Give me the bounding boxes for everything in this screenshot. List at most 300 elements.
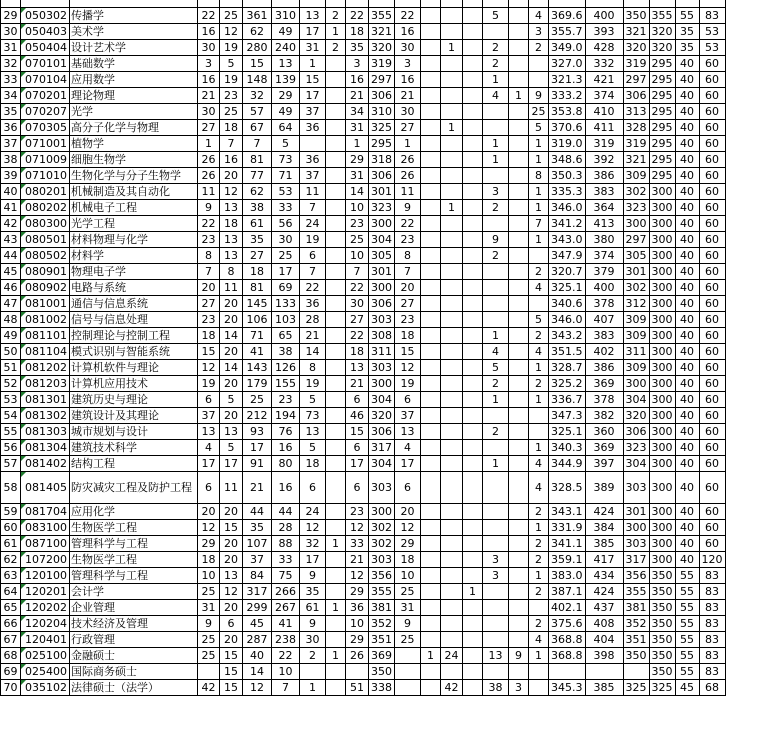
data-cell[interactable]: 62 bbox=[243, 184, 272, 200]
data-cell[interactable]: 83 bbox=[699, 664, 725, 680]
data-cell[interactable]: 20 bbox=[220, 632, 243, 648]
data-cell[interactable]: 313 bbox=[623, 104, 649, 120]
data-cell[interactable]: 300 bbox=[369, 504, 395, 520]
data-cell[interactable]: 2 bbox=[483, 376, 509, 392]
data-cell[interactable]: 6 bbox=[300, 248, 326, 264]
data-cell[interactable] bbox=[509, 232, 529, 248]
data-cell[interactable] bbox=[326, 616, 346, 632]
data-cell[interactable]: 15 bbox=[243, 56, 272, 72]
data-cell[interactable] bbox=[463, 104, 483, 120]
data-cell[interactable] bbox=[441, 280, 463, 296]
data-cell[interactable]: 340.3 bbox=[549, 440, 586, 456]
data-cell[interactable]: 361 bbox=[243, 8, 272, 24]
data-cell[interactable]: 295 bbox=[649, 168, 675, 184]
data-cell[interactable]: 3 bbox=[529, 24, 549, 40]
data-cell[interactable]: 36 bbox=[300, 152, 326, 168]
data-cell[interactable]: 26 bbox=[198, 168, 220, 184]
data-cell[interactable]: 21 bbox=[346, 88, 369, 104]
data-cell[interactable]: 18 bbox=[395, 552, 421, 568]
major-code-cell[interactable]: 081304 bbox=[21, 440, 70, 456]
data-cell[interactable] bbox=[421, 680, 441, 696]
data-cell[interactable]: 1 bbox=[395, 136, 421, 152]
data-cell[interactable]: 2 bbox=[529, 536, 549, 552]
data-cell[interactable]: 297 bbox=[623, 232, 649, 248]
data-cell[interactable]: 44 bbox=[243, 504, 272, 520]
data-cell[interactable]: 60 bbox=[699, 72, 725, 88]
data-cell[interactable]: 19 bbox=[395, 376, 421, 392]
major-code-cell[interactable]: 080202 bbox=[21, 200, 70, 216]
data-cell[interactable]: 11 bbox=[220, 280, 243, 296]
data-cell[interactable] bbox=[509, 472, 529, 504]
data-cell[interactable]: 1 bbox=[529, 136, 549, 152]
data-cell[interactable]: 20 bbox=[220, 552, 243, 568]
data-cell[interactable] bbox=[585, 664, 623, 680]
data-cell[interactable] bbox=[529, 664, 549, 680]
data-cell[interactable] bbox=[483, 104, 509, 120]
data-cell[interactable]: 13 bbox=[272, 56, 300, 72]
data-cell[interactable]: 26 bbox=[346, 648, 369, 664]
data-cell[interactable]: 40 bbox=[675, 152, 699, 168]
data-cell[interactable]: 16 bbox=[272, 440, 300, 456]
data-cell[interactable]: 27 bbox=[346, 312, 369, 328]
data-cell[interactable]: 23 bbox=[395, 232, 421, 248]
major-name-cell[interactable]: 金融硕士 bbox=[70, 648, 198, 664]
data-cell[interactable] bbox=[441, 216, 463, 232]
data-cell[interactable] bbox=[421, 184, 441, 200]
data-cell[interactable]: 321 bbox=[623, 24, 649, 40]
data-cell[interactable]: 13 bbox=[220, 200, 243, 216]
data-cell[interactable]: 60 bbox=[699, 504, 725, 520]
data-cell[interactable]: 302 bbox=[623, 184, 649, 200]
data-cell[interactable] bbox=[463, 344, 483, 360]
data-cell[interactable]: 5 bbox=[483, 8, 509, 24]
data-cell[interactable]: 1 bbox=[509, 88, 529, 104]
data-cell[interactable]: 321 bbox=[369, 24, 395, 40]
data-cell[interactable]: 300 bbox=[649, 264, 675, 280]
data-cell[interactable] bbox=[421, 344, 441, 360]
data-cell[interactable]: 2 bbox=[483, 200, 509, 216]
data-cell[interactable]: 14 bbox=[346, 184, 369, 200]
data-cell[interactable] bbox=[441, 328, 463, 344]
data-cell[interactable]: 25 bbox=[198, 584, 220, 600]
data-cell[interactable]: 6 bbox=[300, 472, 326, 504]
data-cell[interactable] bbox=[509, 552, 529, 568]
data-cell[interactable] bbox=[326, 280, 346, 296]
row-number-cell[interactable]: 56 bbox=[1, 440, 21, 456]
data-cell[interactable]: 1 bbox=[529, 360, 549, 376]
major-name-cell[interactable]: 应用数学 bbox=[70, 72, 198, 88]
data-cell[interactable] bbox=[529, 424, 549, 440]
major-name-cell[interactable]: 通信与信息系统 bbox=[70, 296, 198, 312]
data-cell[interactable]: 60 bbox=[699, 280, 725, 296]
row-number-cell[interactable]: 52 bbox=[1, 376, 21, 392]
data-cell[interactable] bbox=[509, 184, 529, 200]
data-cell[interactable]: 309 bbox=[623, 360, 649, 376]
data-cell[interactable]: 17 bbox=[220, 456, 243, 472]
data-cell[interactable]: 300 bbox=[649, 248, 675, 264]
data-cell[interactable] bbox=[441, 264, 463, 280]
data-cell[interactable] bbox=[421, 360, 441, 376]
data-cell[interactable] bbox=[483, 472, 509, 504]
data-cell[interactable] bbox=[529, 248, 549, 264]
data-cell[interactable] bbox=[529, 296, 549, 312]
data-cell[interactable]: 1 bbox=[529, 184, 549, 200]
major-code-cell[interactable]: 070104 bbox=[21, 72, 70, 88]
data-cell[interactable]: 65 bbox=[272, 328, 300, 344]
data-cell[interactable] bbox=[509, 344, 529, 360]
data-cell[interactable]: 381 bbox=[623, 600, 649, 616]
data-cell[interactable] bbox=[483, 584, 509, 600]
data-cell[interactable]: 325 bbox=[649, 680, 675, 696]
major-name-cell[interactable]: 细胞生物学 bbox=[70, 152, 198, 168]
data-cell[interactable]: 88 bbox=[272, 536, 300, 552]
row-number-cell[interactable]: 60 bbox=[1, 520, 21, 536]
data-cell[interactable]: 60 bbox=[699, 200, 725, 216]
data-cell[interactable] bbox=[326, 504, 346, 520]
major-code-cell[interactable]: 071009 bbox=[21, 152, 70, 168]
data-cell[interactable] bbox=[441, 472, 463, 504]
data-cell[interactable] bbox=[326, 264, 346, 280]
data-cell[interactable]: 4 bbox=[395, 440, 421, 456]
data-cell[interactable]: 304 bbox=[623, 392, 649, 408]
data-cell[interactable]: 1 bbox=[483, 72, 509, 88]
data-cell[interactable]: 60 bbox=[699, 248, 725, 264]
data-cell[interactable]: 22 bbox=[346, 8, 369, 24]
data-cell[interactable]: 40 bbox=[675, 424, 699, 440]
row-number-cell[interactable]: 36 bbox=[1, 120, 21, 136]
row-number-cell[interactable]: 41 bbox=[1, 200, 21, 216]
data-cell[interactable]: 302 bbox=[369, 536, 395, 552]
data-cell[interactable] bbox=[483, 600, 509, 616]
data-cell[interactable] bbox=[326, 216, 346, 232]
data-cell[interactable] bbox=[463, 424, 483, 440]
data-cell[interactable] bbox=[483, 312, 509, 328]
row-number-cell[interactable]: 31 bbox=[1, 40, 21, 56]
data-cell[interactable]: 6 bbox=[220, 616, 243, 632]
data-cell[interactable] bbox=[509, 312, 529, 328]
data-cell[interactable] bbox=[463, 376, 483, 392]
data-cell[interactable] bbox=[326, 328, 346, 344]
data-cell[interactable]: 1 bbox=[529, 152, 549, 168]
data-cell[interactable]: 343.0 bbox=[549, 232, 586, 248]
major-name-cell[interactable]: 光学工程 bbox=[70, 216, 198, 232]
data-cell[interactable]: 30 bbox=[395, 40, 421, 56]
data-cell[interactable]: 40 bbox=[675, 376, 699, 392]
data-cell[interactable]: 374 bbox=[585, 88, 623, 104]
data-cell[interactable]: 21 bbox=[198, 88, 220, 104]
data-cell[interactable]: 60 bbox=[699, 536, 725, 552]
data-cell[interactable] bbox=[463, 328, 483, 344]
data-cell[interactable]: 16 bbox=[220, 152, 243, 168]
data-cell[interactable]: 2 bbox=[529, 584, 549, 600]
data-cell[interactable] bbox=[421, 232, 441, 248]
data-cell[interactable] bbox=[529, 680, 549, 696]
data-cell[interactable]: 15 bbox=[346, 424, 369, 440]
data-cell[interactable]: 45 bbox=[243, 616, 272, 632]
data-cell[interactable] bbox=[421, 392, 441, 408]
data-cell[interactable]: 301 bbox=[369, 264, 395, 280]
data-cell[interactable]: 60 bbox=[699, 520, 725, 536]
data-cell[interactable]: 20 bbox=[220, 344, 243, 360]
data-cell[interactable] bbox=[483, 616, 509, 632]
data-cell[interactable]: 60 bbox=[699, 328, 725, 344]
data-cell[interactable]: 15 bbox=[220, 664, 243, 680]
data-cell[interactable]: 27 bbox=[395, 120, 421, 136]
data-cell[interactable]: 14 bbox=[243, 664, 272, 680]
data-cell[interactable]: 295 bbox=[649, 136, 675, 152]
data-cell[interactable]: 107 bbox=[243, 536, 272, 552]
data-cell[interactable]: 22 bbox=[395, 8, 421, 24]
row-number-cell[interactable]: 45 bbox=[1, 264, 21, 280]
data-cell[interactable]: 14 bbox=[220, 360, 243, 376]
data-cell[interactable]: 1 bbox=[300, 680, 326, 696]
data-cell[interactable] bbox=[369, 0, 395, 8]
major-code-cell[interactable]: 120202 bbox=[21, 600, 70, 616]
major-code-cell[interactable]: 081302 bbox=[21, 408, 70, 424]
data-cell[interactable]: 1 bbox=[326, 648, 346, 664]
data-cell[interactable]: 303 bbox=[369, 312, 395, 328]
data-cell[interactable]: 295 bbox=[649, 56, 675, 72]
data-cell[interactable]: 7 bbox=[198, 264, 220, 280]
data-cell[interactable]: 60 bbox=[699, 392, 725, 408]
data-cell[interactable]: 295 bbox=[649, 152, 675, 168]
major-name-cell[interactable]: 建筑技术科学 bbox=[70, 440, 198, 456]
data-cell[interactable]: 34 bbox=[346, 104, 369, 120]
data-cell[interactable]: 346.0 bbox=[549, 312, 586, 328]
data-cell[interactable]: 55 bbox=[675, 584, 699, 600]
data-cell[interactable]: 61 bbox=[300, 600, 326, 616]
major-name-cell[interactable]: 材料学 bbox=[70, 248, 198, 264]
data-cell[interactable]: 37 bbox=[300, 104, 326, 120]
data-cell[interactable]: 11 bbox=[220, 472, 243, 504]
data-cell[interactable]: 1 bbox=[441, 120, 463, 136]
data-cell[interactable] bbox=[441, 616, 463, 632]
data-cell[interactable]: 19 bbox=[220, 40, 243, 56]
data-cell[interactable]: 353.8 bbox=[549, 104, 586, 120]
data-cell[interactable]: 13 bbox=[300, 424, 326, 440]
data-cell[interactable] bbox=[509, 376, 529, 392]
data-cell[interactable]: 341.2 bbox=[549, 216, 586, 232]
data-cell[interactable] bbox=[483, 296, 509, 312]
data-cell[interactable]: 5 bbox=[529, 120, 549, 136]
data-cell[interactable] bbox=[421, 552, 441, 568]
row-number-cell[interactable]: 46 bbox=[1, 280, 21, 296]
data-cell[interactable] bbox=[421, 328, 441, 344]
data-cell[interactable] bbox=[441, 376, 463, 392]
data-cell[interactable]: 17 bbox=[198, 456, 220, 472]
data-cell[interactable]: 300 bbox=[649, 184, 675, 200]
data-cell[interactable]: 360 bbox=[585, 424, 623, 440]
data-cell[interactable]: 300 bbox=[649, 216, 675, 232]
data-cell[interactable]: 2 bbox=[529, 616, 549, 632]
data-cell[interactable]: 145 bbox=[243, 296, 272, 312]
data-cell[interactable] bbox=[463, 456, 483, 472]
data-cell[interactable]: 341.1 bbox=[549, 536, 586, 552]
data-cell[interactable] bbox=[441, 72, 463, 88]
row-number-cell[interactable]: 55 bbox=[1, 424, 21, 440]
data-cell[interactable]: 25 bbox=[220, 8, 243, 24]
data-cell[interactable] bbox=[623, 664, 649, 680]
data-cell[interactable]: 397 bbox=[585, 456, 623, 472]
data-cell[interactable] bbox=[509, 280, 529, 296]
major-name-cell[interactable]: 会计学 bbox=[70, 584, 198, 600]
data-cell[interactable]: 319 bbox=[623, 136, 649, 152]
data-cell[interactable] bbox=[509, 456, 529, 472]
data-cell[interactable]: 7 bbox=[346, 264, 369, 280]
data-cell[interactable]: 1 bbox=[483, 392, 509, 408]
data-cell[interactable]: 21 bbox=[346, 552, 369, 568]
data-cell[interactable]: 60 bbox=[699, 440, 725, 456]
data-cell[interactable]: 84 bbox=[243, 568, 272, 584]
major-name-cell[interactable]: 机械制造及其自动化 bbox=[70, 184, 198, 200]
data-cell[interactable] bbox=[509, 600, 529, 616]
data-cell[interactable] bbox=[463, 56, 483, 72]
data-cell[interactable] bbox=[326, 424, 346, 440]
data-cell[interactable] bbox=[326, 568, 346, 584]
data-cell[interactable]: 21 bbox=[346, 376, 369, 392]
data-cell[interactable]: 6 bbox=[346, 392, 369, 408]
data-cell[interactable]: 60 bbox=[699, 152, 725, 168]
data-cell[interactable]: 9 bbox=[395, 616, 421, 632]
data-cell[interactable]: 400 bbox=[585, 8, 623, 24]
data-cell[interactable]: 351.5 bbox=[549, 344, 586, 360]
data-cell[interactable]: 407 bbox=[585, 312, 623, 328]
data-cell[interactable] bbox=[509, 616, 529, 632]
data-cell[interactable] bbox=[441, 88, 463, 104]
data-cell[interactable]: 26 bbox=[198, 152, 220, 168]
major-name-cell[interactable]: 信号与信息处理 bbox=[70, 312, 198, 328]
data-cell[interactable] bbox=[509, 0, 529, 8]
data-cell[interactable]: 2 bbox=[529, 504, 549, 520]
data-cell[interactable]: 29 bbox=[346, 584, 369, 600]
data-cell[interactable]: 30 bbox=[272, 232, 300, 248]
data-cell[interactable]: 25 bbox=[346, 232, 369, 248]
data-cell[interactable]: 4 bbox=[198, 440, 220, 456]
data-cell[interactable]: 2 bbox=[529, 264, 549, 280]
data-cell[interactable]: 45 bbox=[675, 680, 699, 696]
data-cell[interactable]: 2 bbox=[326, 8, 346, 24]
data-cell[interactable]: 20 bbox=[220, 408, 243, 424]
data-cell[interactable]: 120 bbox=[699, 552, 725, 568]
data-cell[interactable]: 7 bbox=[243, 136, 272, 152]
data-cell[interactable] bbox=[421, 152, 441, 168]
data-cell[interactable]: 17 bbox=[243, 440, 272, 456]
data-cell[interactable]: 12 bbox=[395, 360, 421, 376]
data-cell[interactable]: 5 bbox=[272, 136, 300, 152]
data-cell[interactable]: 347.3 bbox=[549, 408, 586, 424]
data-cell[interactable]: 15 bbox=[220, 680, 243, 696]
data-cell[interactable] bbox=[421, 472, 441, 504]
data-cell[interactable]: 37 bbox=[300, 168, 326, 184]
data-cell[interactable]: 386 bbox=[585, 168, 623, 184]
major-name-cell[interactable]: 传播学 bbox=[70, 8, 198, 24]
data-cell[interactable]: 408 bbox=[585, 616, 623, 632]
data-cell[interactable]: 1 bbox=[300, 56, 326, 72]
data-cell[interactable] bbox=[441, 184, 463, 200]
data-cell[interactable] bbox=[463, 136, 483, 152]
data-cell[interactable] bbox=[326, 664, 346, 680]
data-cell[interactable] bbox=[326, 296, 346, 312]
data-cell[interactable]: 40 bbox=[675, 280, 699, 296]
data-cell[interactable]: 375.6 bbox=[549, 616, 586, 632]
data-cell[interactable]: 3 bbox=[483, 552, 509, 568]
data-cell[interactable]: 81 bbox=[243, 152, 272, 168]
data-cell[interactable]: 369 bbox=[585, 376, 623, 392]
data-cell[interactable]: 126 bbox=[272, 360, 300, 376]
data-cell[interactable]: 22 bbox=[300, 280, 326, 296]
major-code-cell[interactable]: 080902 bbox=[21, 280, 70, 296]
data-cell[interactable] bbox=[326, 120, 346, 136]
data-cell[interactable]: 40 bbox=[675, 296, 699, 312]
row-number-cell[interactable]: 35 bbox=[1, 104, 21, 120]
data-cell[interactable]: 5 bbox=[529, 312, 549, 328]
data-cell[interactable]: 60 bbox=[699, 408, 725, 424]
data-cell[interactable] bbox=[441, 536, 463, 552]
data-cell[interactable]: 17 bbox=[346, 456, 369, 472]
data-cell[interactable]: 332 bbox=[585, 56, 623, 72]
data-cell[interactable]: 346.0 bbox=[549, 200, 586, 216]
data-cell[interactable]: 320 bbox=[649, 24, 675, 40]
data-cell[interactable]: 304 bbox=[369, 392, 395, 408]
major-code-cell[interactable]: 080201 bbox=[21, 184, 70, 200]
row-number-cell[interactable]: 44 bbox=[1, 248, 21, 264]
data-cell[interactable]: 40 bbox=[675, 56, 699, 72]
major-code-cell[interactable]: 120201 bbox=[21, 584, 70, 600]
data-cell[interactable] bbox=[529, 0, 549, 8]
data-cell[interactable]: 30 bbox=[346, 296, 369, 312]
data-cell[interactable]: 2 bbox=[483, 56, 509, 72]
data-cell[interactable]: 350.3 bbox=[549, 168, 586, 184]
data-cell[interactable] bbox=[441, 664, 463, 680]
data-cell[interactable]: 320 bbox=[623, 40, 649, 56]
data-cell[interactable]: 6 bbox=[395, 472, 421, 504]
major-code-cell[interactable]: 081402 bbox=[21, 456, 70, 472]
data-cell[interactable]: 38 bbox=[483, 680, 509, 696]
data-cell[interactable] bbox=[585, 0, 623, 8]
data-cell[interactable] bbox=[509, 248, 529, 264]
data-cell[interactable]: 369 bbox=[369, 648, 395, 664]
data-cell[interactable] bbox=[509, 392, 529, 408]
data-cell[interactable] bbox=[326, 408, 346, 424]
major-name-cell[interactable]: 植物学 bbox=[70, 136, 198, 152]
data-cell[interactable]: 7 bbox=[300, 200, 326, 216]
data-cell[interactable]: 60 bbox=[699, 136, 725, 152]
data-cell[interactable]: 27 bbox=[198, 296, 220, 312]
data-cell[interactable]: 303 bbox=[623, 536, 649, 552]
data-cell[interactable]: 306 bbox=[369, 424, 395, 440]
data-cell[interactable] bbox=[198, 664, 220, 680]
data-cell[interactable]: 350 bbox=[649, 584, 675, 600]
data-cell[interactable]: 2 bbox=[529, 552, 549, 568]
data-cell[interactable] bbox=[509, 8, 529, 24]
data-cell[interactable]: 325 bbox=[623, 680, 649, 696]
data-cell[interactable]: 19 bbox=[220, 72, 243, 88]
data-cell[interactable] bbox=[441, 424, 463, 440]
data-cell[interactable] bbox=[441, 248, 463, 264]
major-code-cell[interactable]: 070305 bbox=[21, 120, 70, 136]
data-cell[interactable]: 35 bbox=[675, 24, 699, 40]
data-cell[interactable]: 12 bbox=[220, 184, 243, 200]
data-cell[interactable]: 300 bbox=[649, 296, 675, 312]
row-number-cell[interactable]: 53 bbox=[1, 392, 21, 408]
data-cell[interactable]: 327.0 bbox=[549, 56, 586, 72]
data-cell[interactable]: 25 bbox=[198, 632, 220, 648]
data-cell[interactable]: 1 bbox=[463, 584, 483, 600]
data-cell[interactable]: 240 bbox=[272, 40, 300, 56]
data-cell[interactable] bbox=[441, 360, 463, 376]
data-cell[interactable] bbox=[326, 104, 346, 120]
major-name-cell[interactable]: 控制理论与控制工程 bbox=[70, 328, 198, 344]
